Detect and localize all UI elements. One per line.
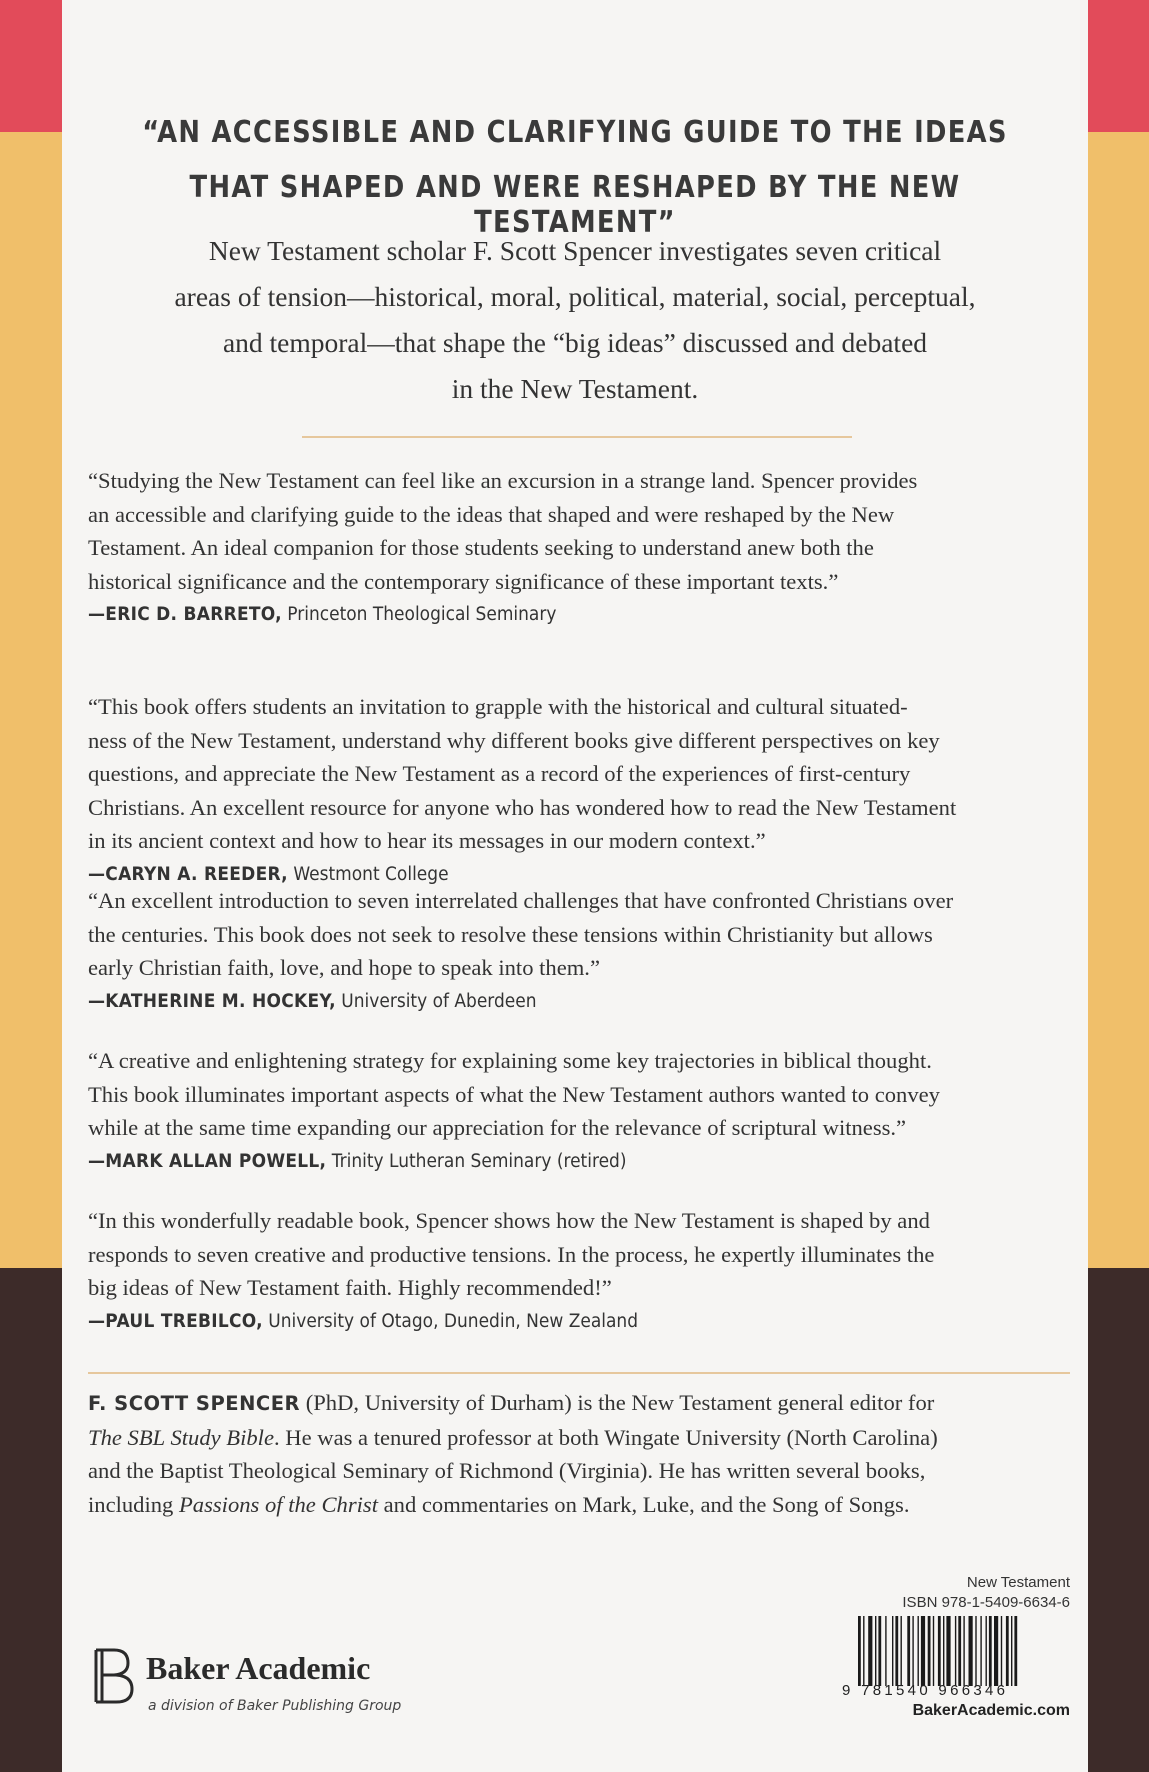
bio-book-title: Passions of the Christ xyxy=(179,1491,378,1517)
divider-bio xyxy=(88,1372,1070,1374)
endorsement-line: in its ancient context and how to hear its messages in our modern context.” xyxy=(88,828,766,853)
barcode-bar xyxy=(963,1616,964,1686)
endorsement-line: while at the same time expanding our appreciation for the relevance of scriptural witness.” xyxy=(88,1115,907,1140)
endorser-name: —KATHERINE M. HOCKEY, xyxy=(88,990,336,1012)
barcode-bar xyxy=(912,1616,913,1686)
intro-paragraph xyxy=(130,228,1020,412)
bio-line xyxy=(88,1488,1078,1522)
endorsement-reeder xyxy=(88,690,1078,889)
author-name: F. SCOTT SPENCER xyxy=(88,1392,301,1415)
left-red-band xyxy=(0,0,62,132)
bio-text: including xyxy=(88,1491,179,1517)
endorsement-attribution xyxy=(88,988,999,1016)
divider-top xyxy=(302,436,852,438)
endorser-affiliation: Westmont College xyxy=(287,863,449,885)
bio-line xyxy=(88,1421,1078,1455)
barcode-bar xyxy=(955,1616,956,1686)
headline-line-1: “AN ACCESSIBLE AND CLARIFYING GUIDE TO THE IDEAS xyxy=(142,115,1008,150)
barcode-bar xyxy=(958,1616,961,1686)
endorser-name: —MARK ALLAN POWELL, xyxy=(88,1150,327,1172)
endorsement-line: “A creative and enlightening strategy for explaining some key trajectories in biblical thought. xyxy=(88,1048,932,1073)
endorser-affiliation: Trinity Lutheran Seminary (retired) xyxy=(326,1150,627,1172)
bio-book-title: The SBL Study Bible xyxy=(88,1424,274,1450)
endorsement-hockey xyxy=(88,884,1078,1016)
publisher-website: BakerAcademic.com xyxy=(912,1702,1070,1719)
barcode-block xyxy=(832,1570,1070,1720)
endorser-name: —CARYN A. REEDER, xyxy=(88,863,288,885)
left-dark-band xyxy=(0,1268,62,1772)
endorsement-line: early Christian faith, love, and hope to speak into them.” xyxy=(88,955,600,980)
right-red-band xyxy=(1088,0,1149,132)
barcode-bar xyxy=(918,1616,919,1686)
endorsement-line: responds to seven creative and productive tensions. In the process, he expertly illuminates the xyxy=(88,1241,935,1267)
endorsement-line: This book illuminates important aspects of what the New Testament authors wanted to convey xyxy=(88,1081,940,1107)
barcode-bar xyxy=(989,1616,992,1686)
endorsement-barreto xyxy=(88,464,1078,629)
barcode-bar xyxy=(921,1616,925,1686)
endorsement-line: “An excellent introduction to seven interrelated challenges that have confronted Christians over xyxy=(88,888,954,913)
bio-text: . He was a tenured professor at both Wingate University (North Carolina) xyxy=(273,1424,938,1450)
barcode-bar xyxy=(863,1616,864,1686)
barcode-bar xyxy=(933,1616,934,1686)
endorsement-attribution xyxy=(88,1308,999,1336)
barcode-bar xyxy=(969,1616,973,1686)
bio-text: (PhD, University of Durham) is the New Testament general editor for xyxy=(300,1390,935,1415)
barcode-bar xyxy=(975,1616,976,1686)
endorsement-line: Testament. An ideal companion for those students seeking to understand anew both the xyxy=(88,535,874,560)
barcode-bar xyxy=(980,1616,981,1686)
endorser-name: —PAUL TREBILCO, xyxy=(88,1310,263,1332)
endorsement-line: ness of the New Testament, understand why different books give different perspectives on key xyxy=(88,727,940,753)
endorsement-attribution xyxy=(88,1148,999,1176)
barcode-bar xyxy=(1006,1616,1009,1686)
left-yellow-band xyxy=(0,132,62,1268)
endorsement-line: an accessible and clarifying guide to the ideas that shaped and were reshaped by the New xyxy=(88,501,895,527)
endorsement-attribution xyxy=(88,601,999,629)
endorsement-line: “Studying the New Testament can feel like an excursion in a strange land. Spencer provides xyxy=(88,468,918,493)
barcode-bar xyxy=(1011,1616,1012,1686)
barcode-bar xyxy=(892,1616,893,1686)
barcode-bar xyxy=(938,1616,941,1686)
endorser-name: —ERIC D. BARRETO, xyxy=(88,604,282,625)
intro-line: areas of tension—historical, moral, political, material, social, perceptual, xyxy=(174,281,976,312)
endorsement-line: questions, and appreciate the New Testament as a record of the experiences of first-century xyxy=(88,761,911,786)
barcode-category: New Testament xyxy=(966,1574,1070,1591)
baker-academic-b-icon xyxy=(92,1646,138,1706)
right-yellow-band xyxy=(1088,132,1149,1268)
endorsement-line: “In this wonderfully readable book, Spencer shows how the New Testament is shaped by and xyxy=(88,1208,930,1233)
barcode-bars xyxy=(858,1616,1070,1686)
intro-line: in the New Testament. xyxy=(451,373,699,404)
barcode-bar xyxy=(895,1616,898,1686)
barcode-digits: 9 781540 966346 xyxy=(842,1682,1009,1699)
barcode-bar xyxy=(878,1616,881,1686)
endorser-affiliation: University of Aberdeen xyxy=(335,990,537,1012)
barcode-bar xyxy=(885,1616,886,1686)
bio-text: and commentaries on Mark, Luke, and the Song of Songs. xyxy=(377,1491,910,1517)
barcode-bar xyxy=(986,1616,987,1686)
barcode-bar xyxy=(994,1616,998,1686)
barcode-bar xyxy=(858,1616,861,1686)
barcode-bar xyxy=(868,1616,872,1686)
barcode-bar xyxy=(946,1616,950,1686)
barcode-bar xyxy=(1001,1616,1002,1686)
endorsement-line: “This book offers students an invitation to grapple with the historical and cultural situated- xyxy=(88,694,908,719)
publisher-logo xyxy=(92,1640,452,1720)
publisher-subtitle: a division of Baker Publishing Group xyxy=(148,1698,402,1714)
barcode-isbn: ISBN 978-1-5409-6634-6 xyxy=(902,1594,1070,1611)
endorsement-line: Christians. An excellent resource for anyone who has wondered how to read the New Testament xyxy=(88,794,957,820)
endorsement-line: historical significance and the contemporary significance of these important texts.” xyxy=(88,568,839,594)
right-dark-band xyxy=(1088,1268,1149,1772)
headline-line-2: THAT SHAPED AND WERE RESHAPED BY THE NEW TESTAMENT” xyxy=(189,170,961,240)
barcode-bar xyxy=(1014,1616,1017,1686)
endorsement-trebilco xyxy=(88,1204,1078,1336)
endorsement-line: big ideas of New Testament faith. Highly recommended!” xyxy=(88,1275,612,1300)
intro-line: New Testament scholar F. Scott Spencer investigates seven critical xyxy=(208,235,942,266)
endorsement-line: the centuries. This book does not seek to resolve these tensions within Christianity but allows xyxy=(88,921,933,947)
barcode-bar xyxy=(901,1616,902,1686)
endorser-affiliation: Princeton Theological Seminary xyxy=(281,604,557,625)
endorsement-powell xyxy=(88,1044,1078,1176)
barcode-bar xyxy=(907,1616,910,1686)
intro-line: and temporal—that shape the “big ideas” discussed and debated xyxy=(222,327,928,358)
bio-line: and the Baptist Theological Seminary of Richmond (Virginia). He has written several books, xyxy=(88,1458,926,1483)
endorser-affiliation: University of Otago, Dunedin, New Zealand xyxy=(262,1310,639,1332)
barcode-bar xyxy=(928,1616,931,1686)
barcode-bar xyxy=(875,1616,876,1686)
barcode-bar xyxy=(943,1616,944,1686)
publisher-name: Baker Academic xyxy=(146,1650,371,1686)
author-bio xyxy=(88,1386,1078,1521)
bio-line xyxy=(88,1386,1078,1421)
